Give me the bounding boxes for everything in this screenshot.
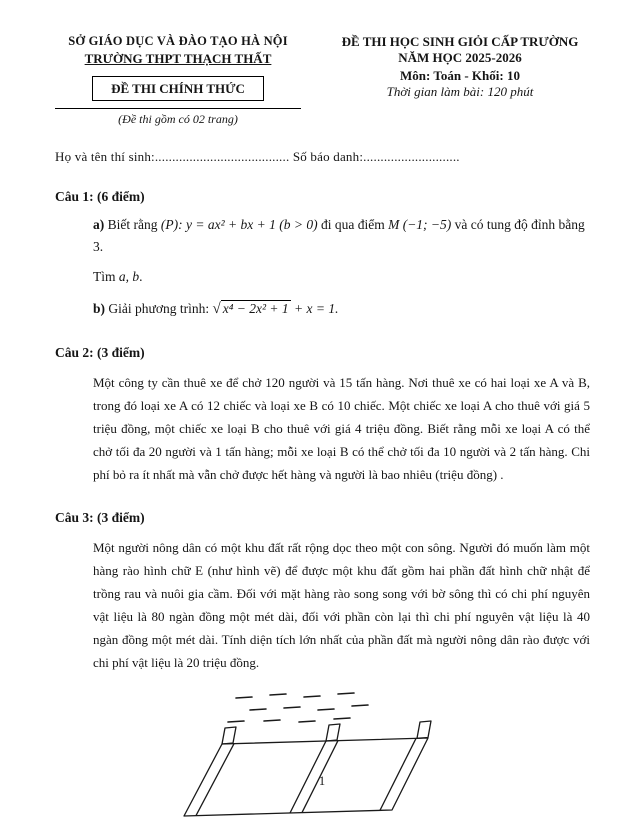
page-number: 1	[318, 774, 326, 788]
school-name: TRƯỜNG THPT THẠCH THẤT	[84, 51, 272, 66]
exam-duration: Thời gian làm bài: 120 phút	[386, 84, 534, 99]
issuer-block	[55, 34, 301, 127]
q1a-text1: Biết rằng	[104, 217, 161, 232]
question-1b-line	[93, 297, 594, 321]
official-exam-box: ĐỀ THI CHÍNH THỨC	[92, 76, 264, 101]
header	[55, 34, 594, 127]
exam-year: NĂM HỌC 2025-2026	[398, 50, 522, 65]
department-name: SỞ GIÁO DỤC VÀ ĐÀO TẠO HÀ NỘI	[68, 34, 288, 48]
q1a-period: .	[139, 269, 143, 285]
q1b-text: Giải phương trình:	[105, 300, 213, 316]
part-b-label: b)	[93, 300, 106, 316]
student-id-label: Số báo danh:............................	[289, 149, 460, 164]
question-3	[55, 510, 594, 674]
pages-note: (Đề thi gồm có 02 trang)	[55, 108, 301, 127]
sqrt-symbol: √	[212, 300, 221, 317]
q1a-point-m: M (−1; −5)	[388, 217, 452, 232]
e-shaped-fence-drawing	[166, 688, 456, 830]
q1a-variables: a, b	[118, 269, 140, 285]
radicand: x⁴ − 2x² + 1	[222, 300, 289, 316]
question-2-heading: Câu 2: (3 điểm)	[55, 344, 145, 360]
exam-title: ĐỀ THI HỌC SINH GIỎI CẤP TRƯỜNG	[341, 34, 579, 49]
part-a-label: a)	[93, 217, 105, 232]
question-3-heading: Câu 3: (3 điểm)	[55, 509, 145, 525]
q1a-parabola-formula: (P): y = ax² + bx + 1	[160, 217, 276, 232]
question-1a-line1	[93, 214, 594, 257]
exam-title-block	[326, 34, 594, 100]
q1a-find-text: Tìm	[93, 269, 119, 285]
exam-subject: Môn: Toán - Khối: 10	[400, 68, 520, 83]
equation-tail: + x = 1.	[290, 300, 339, 316]
student-info-line	[55, 149, 594, 165]
river-dashes	[228, 693, 368, 722]
official-exam-box-wrap	[55, 67, 301, 101]
fence-outline	[184, 721, 431, 816]
question-3-body: Một người nông dân có một khu đất rất rộng dọc theo một con sông. Người đó muốn làm một hàng rào hình chữ E (như hình vẽ) để được một khu đất gồm hai phần đất hình chữ nhật để trồng rau và nuôi gia cầm. Đối với mặt hàng rào song song với bờ sông thì có chi phí nguyên vật liệu là 80 ngàn đồng một mét dài, đối với phần còn lại thì chi phí nguyên vật liệu là 40 ngàn đồng một mét dài. Tính diện tích lớn nhất của phần đất mà người nông dân rào được với chi phí vật liệu là 20 triệu đồng.	[93, 539, 590, 670]
q1a-text3: và có tung độ đỉnh bằng 3.	[93, 217, 585, 254]
question-2-body: Một công ty cần thuê xe để chở 120 người và 15 tấn hàng. Nơi thuê xe có hai loại xe A và B, trong đó loại xe A có 12 chiếc và loại xe B có 10 chiếc. Một chiếc xe loại A cho thuê với giá 5 triệu đồng, một chiếc xe loại B cho thuê với giá 4 triệu đồng. Biết rằng mỗi xe loại A có thể chở tối đa 20 người và 1 tấn hàng; mỗi xe loại B có thể chở tối đa 10 người và 2 tấn hàng. Chi phí bỏ ra ít nhất mà vẫn chở được hết hàng và người là bao nhiêu (triệu đồng) .	[93, 374, 590, 482]
question-1	[55, 189, 594, 321]
question-1a-line2	[93, 266, 594, 288]
question-2	[55, 345, 594, 486]
q1a-text2: đi qua điểm	[317, 217, 389, 232]
fence-figure	[166, 688, 456, 830]
question-1-heading: Câu 1: (6 điểm)	[55, 189, 145, 204]
q1a-condition: (b > 0)	[275, 217, 318, 232]
student-name-label: Họ và tên thí sinh:.......................................	[55, 149, 290, 164]
